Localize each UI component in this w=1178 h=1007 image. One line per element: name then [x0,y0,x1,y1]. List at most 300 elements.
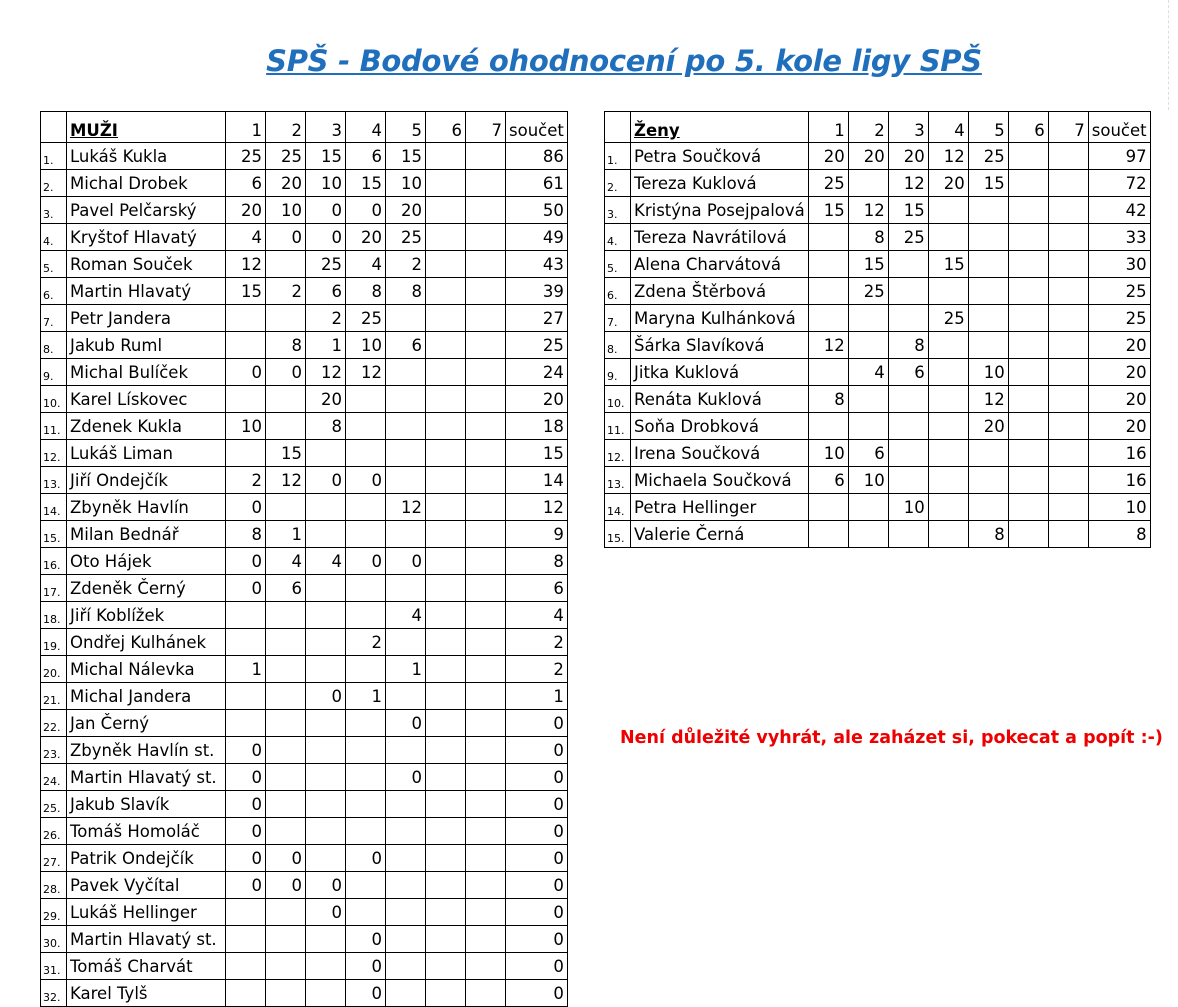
round-score-cell: 1 [226,656,266,683]
round-score-cell: 25 [266,143,306,170]
round-score-cell: 4 [306,548,346,575]
round-score-cell [426,197,466,224]
table-row [605,305,1151,332]
total-cell: 24 [506,359,568,386]
round-score-cell: 0 [226,548,266,575]
round-score-cell [808,305,848,332]
round-score-cell: 0 [226,737,266,764]
round-score-cell: 1 [306,332,346,359]
total-cell: 50 [506,197,568,224]
round-score-cell: 0 [226,494,266,521]
round-score-cell [266,791,306,818]
round-score-cell: 0 [306,872,346,899]
round-score-cell [426,602,466,629]
round-score-cell [466,494,506,521]
round-score-cell [968,197,1008,224]
player-name: Valerie Černá [631,521,809,548]
table-row [41,818,568,845]
round-score-cell [426,521,466,548]
round-score-cell [386,521,426,548]
round-score-cell: 8 [968,521,1008,548]
round-score-cell: 6 [386,332,426,359]
player-name: Jiří Koblížek [67,602,226,629]
round-score-cell [1048,224,1088,251]
player-name: Jakub Ruml [67,332,226,359]
round-score-cell [346,602,386,629]
round-score-cell [426,818,466,845]
player-name: Soňa Drobková [631,413,809,440]
player-name: Alena Charvátová [631,251,809,278]
round-header-4: 4 [928,112,968,143]
round-score-cell: 25 [848,278,888,305]
round-score-cell: 10 [386,170,426,197]
table-row [41,494,568,521]
player-name: Jiří Ondejčík [67,467,226,494]
round-score-cell [466,710,506,737]
round-score-cell [928,386,968,413]
table-row [41,899,568,926]
round-score-cell [306,818,346,845]
round-score-cell [346,764,386,791]
round-score-cell [426,440,466,467]
round-score-cell: 0 [266,872,306,899]
rank-cell: 16. [41,548,67,575]
rank-cell: 24. [41,764,67,791]
total-cell: 49 [506,224,568,251]
round-score-cell [386,629,426,656]
table-row [605,494,1151,521]
table-row [41,602,568,629]
player-name: Zdenek Kukla [67,413,226,440]
table-row [41,521,568,548]
page-title: SPŠ - Bodové ohodnocení po 5. kole ligy SPŠ [266,44,982,78]
player-name: Petra Součková [631,143,809,170]
player-name: Tereza Navrátilová [631,224,809,251]
round-score-cell: 25 [928,305,968,332]
round-score-cell [346,791,386,818]
round-score-cell [466,737,506,764]
round-score-cell: 1 [386,656,426,683]
total-cell: 0 [506,764,568,791]
header-row [41,112,568,143]
sum-header: součet [506,112,568,143]
round-score-cell [888,467,928,494]
total-cell: 6 [506,575,568,602]
round-score-cell [426,494,466,521]
round-score-cell [466,845,506,872]
round-score-cell [386,386,426,413]
round-score-cell [426,305,466,332]
table-row [41,413,568,440]
round-score-cell: 6 [306,278,346,305]
round-score-cell [1008,467,1048,494]
round-score-cell [848,494,888,521]
round-score-cell [266,818,306,845]
round-score-cell [386,791,426,818]
round-score-cell: 0 [306,197,346,224]
round-score-cell [1008,521,1048,548]
round-score-cell [1048,197,1088,224]
round-score-cell [306,710,346,737]
round-score-cell [466,359,506,386]
round-score-cell [306,791,346,818]
rank-cell: 13. [605,467,631,494]
round-score-cell [346,413,386,440]
rank-header-cell [605,112,631,143]
round-score-cell [848,332,888,359]
rank-cell: 18. [41,602,67,629]
round-score-cell [466,899,506,926]
round-score-cell [808,521,848,548]
round-score-cell [426,899,466,926]
round-score-cell: 4 [266,548,306,575]
round-score-cell: 0 [266,845,306,872]
total-cell: 72 [1088,170,1150,197]
round-score-cell [426,629,466,656]
round-score-cell [306,494,346,521]
round-score-cell: 0 [266,359,306,386]
round-score-cell [466,602,506,629]
player-name: Petr Jandera [67,305,226,332]
player-name: Patrik Ondejčík [67,845,226,872]
round-score-cell: 15 [888,197,928,224]
round-score-cell: 0 [346,980,386,1007]
round-score-cell [1008,197,1048,224]
round-score-cell: 20 [226,197,266,224]
round-score-cell [466,332,506,359]
player-name: Michal Drobek [67,170,226,197]
round-score-cell: 8 [226,521,266,548]
total-cell: 16 [1088,467,1150,494]
round-score-cell: 25 [346,305,386,332]
round-score-cell [928,467,968,494]
table-row [41,278,568,305]
round-score-cell [426,872,466,899]
round-score-cell: 0 [306,224,346,251]
rank-cell: 2. [41,170,67,197]
round-score-cell [888,305,928,332]
header-row [605,112,1151,143]
round-score-cell [266,980,306,1007]
round-score-cell: 25 [386,224,426,251]
round-score-cell [1008,386,1048,413]
round-score-cell [968,467,1008,494]
table-row [605,332,1151,359]
player-name: Renáta Kuklová [631,386,809,413]
rank-cell: 31. [41,953,67,980]
player-name: Tomáš Homoláč [67,818,226,845]
round-score-cell [226,980,266,1007]
total-cell: 20 [1088,413,1150,440]
total-cell: 2 [506,656,568,683]
round-score-cell: 8 [888,332,928,359]
round-score-cell: 10 [266,197,306,224]
round-score-cell [466,386,506,413]
round-score-cell: 20 [386,197,426,224]
round-score-cell [888,278,928,305]
player-name: Jitka Kuklová [631,359,809,386]
round-score-cell [266,413,306,440]
table-row [41,980,568,1007]
round-score-cell [386,413,426,440]
table-row [41,440,568,467]
player-name: Kryštof Hlavatý [67,224,226,251]
round-score-cell [928,494,968,521]
total-cell: 86 [506,143,568,170]
women-standings-table [604,111,1151,548]
round-score-cell [426,980,466,1007]
rank-cell: 10. [605,386,631,413]
rank-cell: 14. [605,494,631,521]
round-score-cell [466,521,506,548]
round-score-cell: 10 [848,467,888,494]
round-score-cell: 0 [226,872,266,899]
round-score-cell: 20 [848,143,888,170]
round-score-cell [346,899,386,926]
round-score-cell [346,737,386,764]
round-score-cell [386,899,426,926]
round-score-cell [426,386,466,413]
round-score-cell [426,224,466,251]
total-cell: 14 [506,467,568,494]
round-score-cell [306,980,346,1007]
round-score-cell [1008,359,1048,386]
round-score-cell: 20 [346,224,386,251]
round-score-cell [1048,467,1088,494]
round-score-cell: 4 [848,359,888,386]
table-row [41,305,568,332]
round-score-cell [928,413,968,440]
total-cell: 1 [506,683,568,710]
rank-cell: 8. [605,332,631,359]
round-score-cell: 8 [848,224,888,251]
table-row [605,197,1151,224]
round-score-cell: 4 [346,251,386,278]
round-score-cell [466,251,506,278]
total-cell: 0 [506,791,568,818]
round-score-cell [226,953,266,980]
round-score-cell: 25 [808,170,848,197]
round-score-cell [426,791,466,818]
round-score-cell: 1 [346,683,386,710]
round-score-cell: 20 [968,413,1008,440]
table-row [41,170,568,197]
player-name: Karel Tylš [67,980,226,1007]
rank-cell: 15. [605,521,631,548]
round-score-cell: 8 [386,278,426,305]
rank-cell: 17. [41,575,67,602]
round-score-cell: 25 [226,143,266,170]
round-score-cell: 6 [346,143,386,170]
round-score-cell [928,332,968,359]
player-name: Michal Nálevka [67,656,226,683]
round-score-cell [848,386,888,413]
player-name: Michal Jandera [67,683,226,710]
round-score-cell [466,143,506,170]
round-score-cell [426,413,466,440]
total-cell: 15 [506,440,568,467]
rank-cell: 11. [41,413,67,440]
rank-cell: 32. [41,980,67,1007]
total-cell: 20 [1088,332,1150,359]
round-score-cell: 20 [306,386,346,413]
round-score-cell [306,953,346,980]
table-row [605,440,1151,467]
round-score-cell: 12 [386,494,426,521]
round-score-cell [968,251,1008,278]
round-score-cell: 15 [266,440,306,467]
round-score-cell [386,737,426,764]
round-score-cell [386,440,426,467]
round-score-cell [466,629,506,656]
round-score-cell [346,710,386,737]
round-score-cell [808,413,848,440]
rank-cell: 12. [41,440,67,467]
table-row [41,359,568,386]
player-name: Petra Hellinger [631,494,809,521]
total-cell: 25 [1088,305,1150,332]
rank-cell: 9. [605,359,631,386]
round-score-cell [266,926,306,953]
round-score-cell [928,521,968,548]
round-score-cell [346,575,386,602]
round-score-cell [928,440,968,467]
total-cell: 25 [506,332,568,359]
round-score-cell [466,656,506,683]
player-name: Tomáš Charvát [67,953,226,980]
round-score-cell: 6 [888,359,928,386]
rank-cell: 13. [41,467,67,494]
round-score-cell [266,602,306,629]
round-score-cell: 10 [888,494,928,521]
round-score-cell [386,359,426,386]
round-score-cell [386,683,426,710]
round-score-cell [426,683,466,710]
round-score-cell [266,386,306,413]
round-score-cell [1048,521,1088,548]
round-score-cell: 15 [808,197,848,224]
round-score-cell: 0 [266,224,306,251]
table-row [605,359,1151,386]
rank-cell: 1. [41,143,67,170]
round-score-cell [1048,440,1088,467]
total-cell: 0 [506,899,568,926]
rank-cell: 3. [605,197,631,224]
round-score-cell: 15 [226,278,266,305]
round-score-cell [928,278,968,305]
total-cell: 43 [506,251,568,278]
round-score-cell [346,386,386,413]
table-row [605,467,1151,494]
round-score-cell [266,710,306,737]
round-score-cell: 15 [968,170,1008,197]
total-cell: 0 [506,818,568,845]
round-score-cell: 0 [346,845,386,872]
player-name: Martin Hlavatý [67,278,226,305]
round-score-cell [426,332,466,359]
round-score-cell: 12 [808,332,848,359]
rank-cell: 5. [605,251,631,278]
round-score-cell [466,980,506,1007]
total-cell: 0 [506,737,568,764]
round-score-cell [426,278,466,305]
player-name: Martin Hlavatý st. [67,764,226,791]
round-score-cell: 8 [808,386,848,413]
round-score-cell [266,629,306,656]
player-name: Pavel Pelčarský [67,197,226,224]
rank-cell: 22. [41,710,67,737]
round-score-cell: 12 [848,197,888,224]
round-header-2: 2 [848,112,888,143]
rank-cell: 2. [605,170,631,197]
round-score-cell [226,440,266,467]
round-score-cell [1008,224,1048,251]
rank-header-cell [41,112,67,143]
round-score-cell [808,278,848,305]
table-row [41,467,568,494]
total-cell: 20 [1088,386,1150,413]
player-name: Šárka Slavíková [631,332,809,359]
round-score-cell: 10 [306,170,346,197]
round-score-cell: 6 [808,467,848,494]
table-row [41,548,568,575]
table-row [41,683,568,710]
round-score-cell: 2 [386,251,426,278]
round-score-cell: 12 [346,359,386,386]
round-score-cell: 2 [306,305,346,332]
round-score-cell [928,224,968,251]
total-cell: 33 [1088,224,1150,251]
round-score-cell: 25 [306,251,346,278]
round-score-cell: 0 [306,683,346,710]
player-name: Karel Lískovec [67,386,226,413]
round-score-cell: 0 [346,548,386,575]
round-score-cell [1008,170,1048,197]
round-score-cell [346,440,386,467]
round-header-2: 2 [266,112,306,143]
round-score-cell [386,305,426,332]
round-score-cell [466,170,506,197]
round-score-cell [968,278,1008,305]
total-cell: 30 [1088,251,1150,278]
table-row [605,386,1151,413]
rank-cell: 30. [41,926,67,953]
round-score-cell: 6 [226,170,266,197]
round-score-cell: 4 [386,602,426,629]
round-score-cell [306,521,346,548]
round-score-cell: 0 [306,899,346,926]
round-score-cell: 12 [928,143,968,170]
player-name: Michaela Součková [631,467,809,494]
category-header: Ženy [631,112,809,143]
round-score-cell [1048,359,1088,386]
round-score-cell [968,332,1008,359]
round-score-cell: 25 [888,224,928,251]
table-row [605,278,1151,305]
rank-cell: 25. [41,791,67,818]
round-score-cell: 8 [266,332,306,359]
total-cell: 20 [1088,359,1150,386]
player-name: Zdeněk Černý [67,575,226,602]
round-score-cell [1008,305,1048,332]
rank-cell: 19. [41,629,67,656]
round-score-cell: 12 [306,359,346,386]
round-score-cell [1008,332,1048,359]
round-score-cell: 8 [306,413,346,440]
round-score-cell [1008,440,1048,467]
round-score-cell [466,818,506,845]
round-score-cell [1008,494,1048,521]
